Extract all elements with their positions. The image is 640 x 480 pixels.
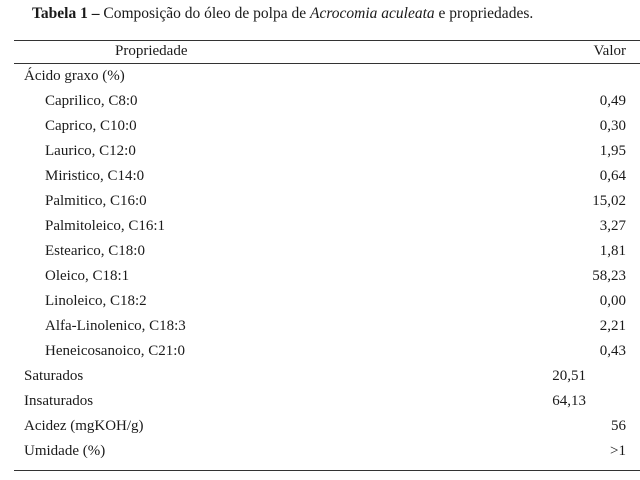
table-row-label: Umidade (%) [24,443,106,459]
table-row-value: 3,27 [599,218,626,234]
header-value: Valor [593,43,626,59]
table-row [0,293,640,319]
table-caption [32,5,533,23]
table-row [0,418,640,444]
caption-dash: – [87,5,104,22]
table-row-label: Alfa-Linolenico, C18:3 [45,318,186,334]
table-row-value: 0,00 [599,293,626,309]
caption-text-after: e propriedades. [434,5,534,22]
table-row-label: Heneicosanoico, C21:0 [45,343,185,359]
table-row-value: 58,23 [592,268,626,284]
table-row [0,393,640,419]
table-row [0,143,640,169]
table-row-value: 2,21 [599,318,626,334]
table-row [0,193,640,219]
caption-text-before: Composição do óleo de polpa de [103,5,310,22]
table-row [0,243,640,269]
table-row-label: Palmitoleico, C16:1 [45,218,165,234]
table-row-value: 0,43 [599,343,626,359]
table-row-label: Estearico, C18:0 [45,243,145,259]
table-row-value: 0,49 [599,93,626,109]
table-row-value: 0,30 [599,118,626,134]
table-row [0,343,640,369]
table-row [0,268,640,294]
table-row-label: Linoleico, C18:2 [45,293,147,309]
caption-species: Acrocomia aculeata [309,5,435,22]
table-bottom-rule [14,470,640,471]
table-row-value: 1,95 [599,143,626,159]
table-row-value: 64,13 [552,393,586,409]
table-row-label: Insaturados [24,393,94,409]
table-row-value: >1 [610,443,626,459]
table-row [0,118,640,144]
table-row-value: 1,81 [599,243,626,259]
group-row-fatty-acid-label: Ácido graxo (%) [24,68,125,84]
table-row-label: Caprico, C10:0 [45,118,137,134]
table-row-label: Acidez (mgKOH/g) [24,418,144,434]
group-row-fatty-acid [0,68,640,94]
table-row [0,368,640,394]
table-top-rule [14,40,640,41]
table-row [0,218,640,244]
header-property: Propriedade [115,43,188,59]
table-row [0,93,640,119]
caption-label: Tabela 1 [32,5,88,22]
table-row-value: 56 [611,418,626,434]
table-row-label: Oleico, C18:1 [45,268,130,284]
table-row-label: Laurico, C12:0 [45,143,136,159]
table-row [0,168,640,194]
table-row-value: 20,51 [552,368,586,384]
table-row-label: Caprilico, C8:0 [45,93,138,109]
header-bottom-rule [14,63,640,64]
table-row [0,443,640,469]
table-row-label: Miristico, C14:0 [45,168,145,184]
table-row-value: 15,02 [592,193,626,209]
table-row-label: Saturados [24,368,84,384]
table-row [0,318,640,344]
table-row-label: Palmitico, C16:0 [45,193,147,209]
table-row-value: 0,64 [599,168,626,184]
